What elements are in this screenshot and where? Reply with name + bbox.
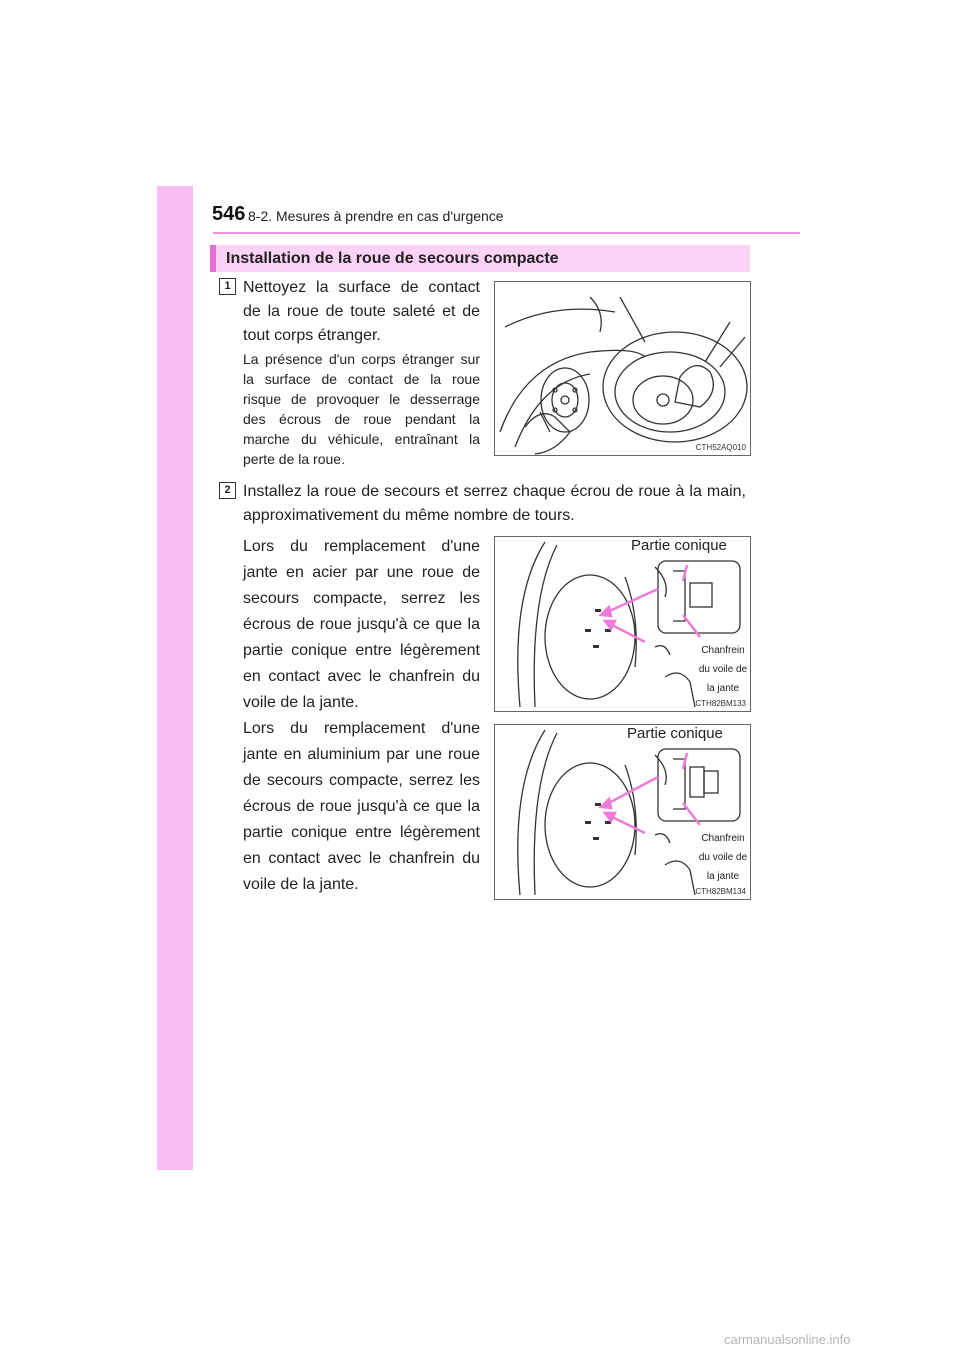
figure-code: CTH82BM134 <box>695 887 746 896</box>
step-number-1: 1 <box>219 278 236 295</box>
figure-steel-wheel <box>494 536 751 712</box>
step-1-note: La présence d'un corps étranger sur la surface de contact de la roue risque de provoquer le desserrage des écrous de roue pendant la marche du véhicule, entraînant la perte de la roue. <box>243 351 480 467</box>
section-title: 8-2. Mesures à prendre en cas d'urgence <box>248 208 504 224</box>
page-number: 546 <box>212 203 246 225</box>
figure-code: CTH52AQ010 <box>695 443 746 452</box>
figure-code: CTH82BM133 <box>695 699 746 708</box>
callout-chamfer-aluminium: Chanfrein du voile de la jante <box>698 833 748 882</box>
figure-clean-contact-surface <box>494 281 751 456</box>
chapter-sidebar-tab <box>157 186 193 1170</box>
callout-taper-steel: Partie conique <box>631 537 727 554</box>
banner-title: Installation de la roue de secours compacte <box>226 250 559 267</box>
callout-chamfer-steel: Chanfrein du voile de la jante <box>698 645 748 694</box>
step-2-text: Installez la roue de secours et serrez chaque écrou de roue à la main, approximativement du même nombre de tours. <box>243 483 746 524</box>
step-2-aluminium-paragraph: Lors du remplacement d'une jante en aluminium par une roue de secours compacte, serrez les écrous de roue jusqu'à ce que la partie conique entre légèrement en contact avec le chanfrein du voile de la jante. <box>243 720 480 893</box>
section-banner <box>210 245 750 272</box>
step-number-2: 2 <box>219 482 236 499</box>
wheel-cleaning-illustration <box>495 282 751 456</box>
header-divider <box>213 232 800 234</box>
site-watermark: carmanualsonline.info <box>724 1332 851 1347</box>
callout-taper-aluminium: Partie conique <box>627 725 723 742</box>
figure-aluminium-wheel <box>494 724 751 900</box>
step-2-steel-paragraph: Lors du remplacement d'une jante en acier par une roue de secours compacte, serrez les écrous de roue jusqu'à ce que la partie conique entre légèrement en contact avec le chanfrein du voile de la jante. <box>243 538 480 711</box>
step-1-text: Nettoyez la surface de contact de la roue de toute saleté et de tout corps étranger. <box>243 279 480 344</box>
